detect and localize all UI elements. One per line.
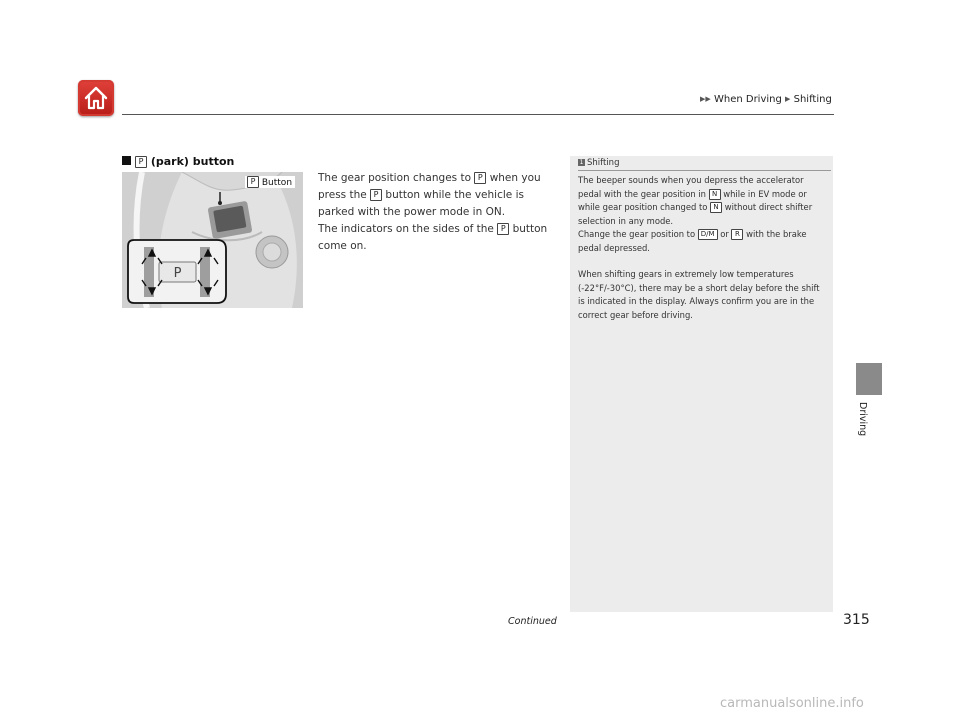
- note-title-text[interactable]: Shifting: [587, 158, 620, 168]
- note-title: [578, 158, 619, 168]
- text-run: The gear position changes to: [318, 172, 471, 184]
- p-key-badge: P: [370, 189, 382, 201]
- reference-icon: 1: [579, 159, 584, 166]
- text-run: without direct shifter selection in any mode.: [578, 202, 813, 226]
- chapter-tab-label: Driving: [857, 402, 868, 437]
- button-callout: [245, 176, 295, 188]
- text-run: The indicators on the sides of the: [318, 223, 494, 235]
- section-heading-text: (park) button: [150, 155, 235, 168]
- p-key-badge: P: [497, 223, 509, 235]
- text-run: Change the gear position to: [578, 229, 696, 239]
- note-text: [578, 174, 828, 335]
- text-run: button come on.: [318, 223, 548, 252]
- text-run: when you press the: [318, 172, 541, 201]
- watermark: carmanualsonline.info: [720, 696, 864, 711]
- breadcrumb-item-when-driving[interactable]: When Driving: [713, 94, 782, 105]
- console-drawing: [122, 172, 303, 308]
- p-key-badge: P: [135, 156, 147, 168]
- breadcrumb-arrow-icon: ▶▶: [700, 95, 711, 103]
- body-paragraph: [318, 170, 558, 221]
- park-button-illustration: [122, 172, 303, 308]
- text-run: with the brake pedal depressed.: [578, 229, 807, 253]
- text-run: while in EV mode or while gear position changed to: [578, 188, 807, 212]
- note-divider: [578, 170, 831, 171]
- dm-key-badge: D/M: [698, 229, 718, 240]
- page-number: 315: [843, 612, 870, 628]
- callout-key-badge: P: [247, 176, 259, 188]
- section-heading: [122, 155, 234, 168]
- n-key-badge: N: [709, 189, 721, 200]
- home-button[interactable]: [78, 80, 114, 116]
- text-run: or: [720, 229, 729, 239]
- header-divider: [122, 114, 834, 115]
- text-run: button while the vehicle is parked with the power mode in ON.: [318, 189, 524, 218]
- callout-label: Button: [261, 178, 293, 188]
- bullet-square-icon: [122, 156, 131, 165]
- p-key-badge: P: [474, 172, 486, 184]
- breadcrumb: [700, 94, 832, 105]
- breadcrumb-item-shifting[interactable]: Shifting: [793, 94, 832, 105]
- breadcrumb-arrow-icon: ▶: [785, 95, 791, 103]
- n-key-badge: N: [710, 202, 722, 213]
- indicator-letter: P: [173, 266, 182, 281]
- chapter-tab[interactable]: [856, 363, 882, 395]
- text-run: The beeper sounds when you depress the accelerator pedal with the gear position in: [578, 175, 804, 199]
- body-paragraph: [318, 221, 558, 255]
- continued-label: Continued: [508, 616, 557, 627]
- r-key-badge: R: [731, 229, 743, 240]
- note-paragraph: When shifting gears in extremely low temperatures (-22°F/-30°C), there may be a short delay before the shift is indicated in the display. Always confirm you are in the correct gear before driving.: [578, 269, 820, 320]
- note-paragraph: [578, 174, 828, 255]
- body-text: [318, 170, 558, 255]
- home-icon: [82, 84, 110, 112]
